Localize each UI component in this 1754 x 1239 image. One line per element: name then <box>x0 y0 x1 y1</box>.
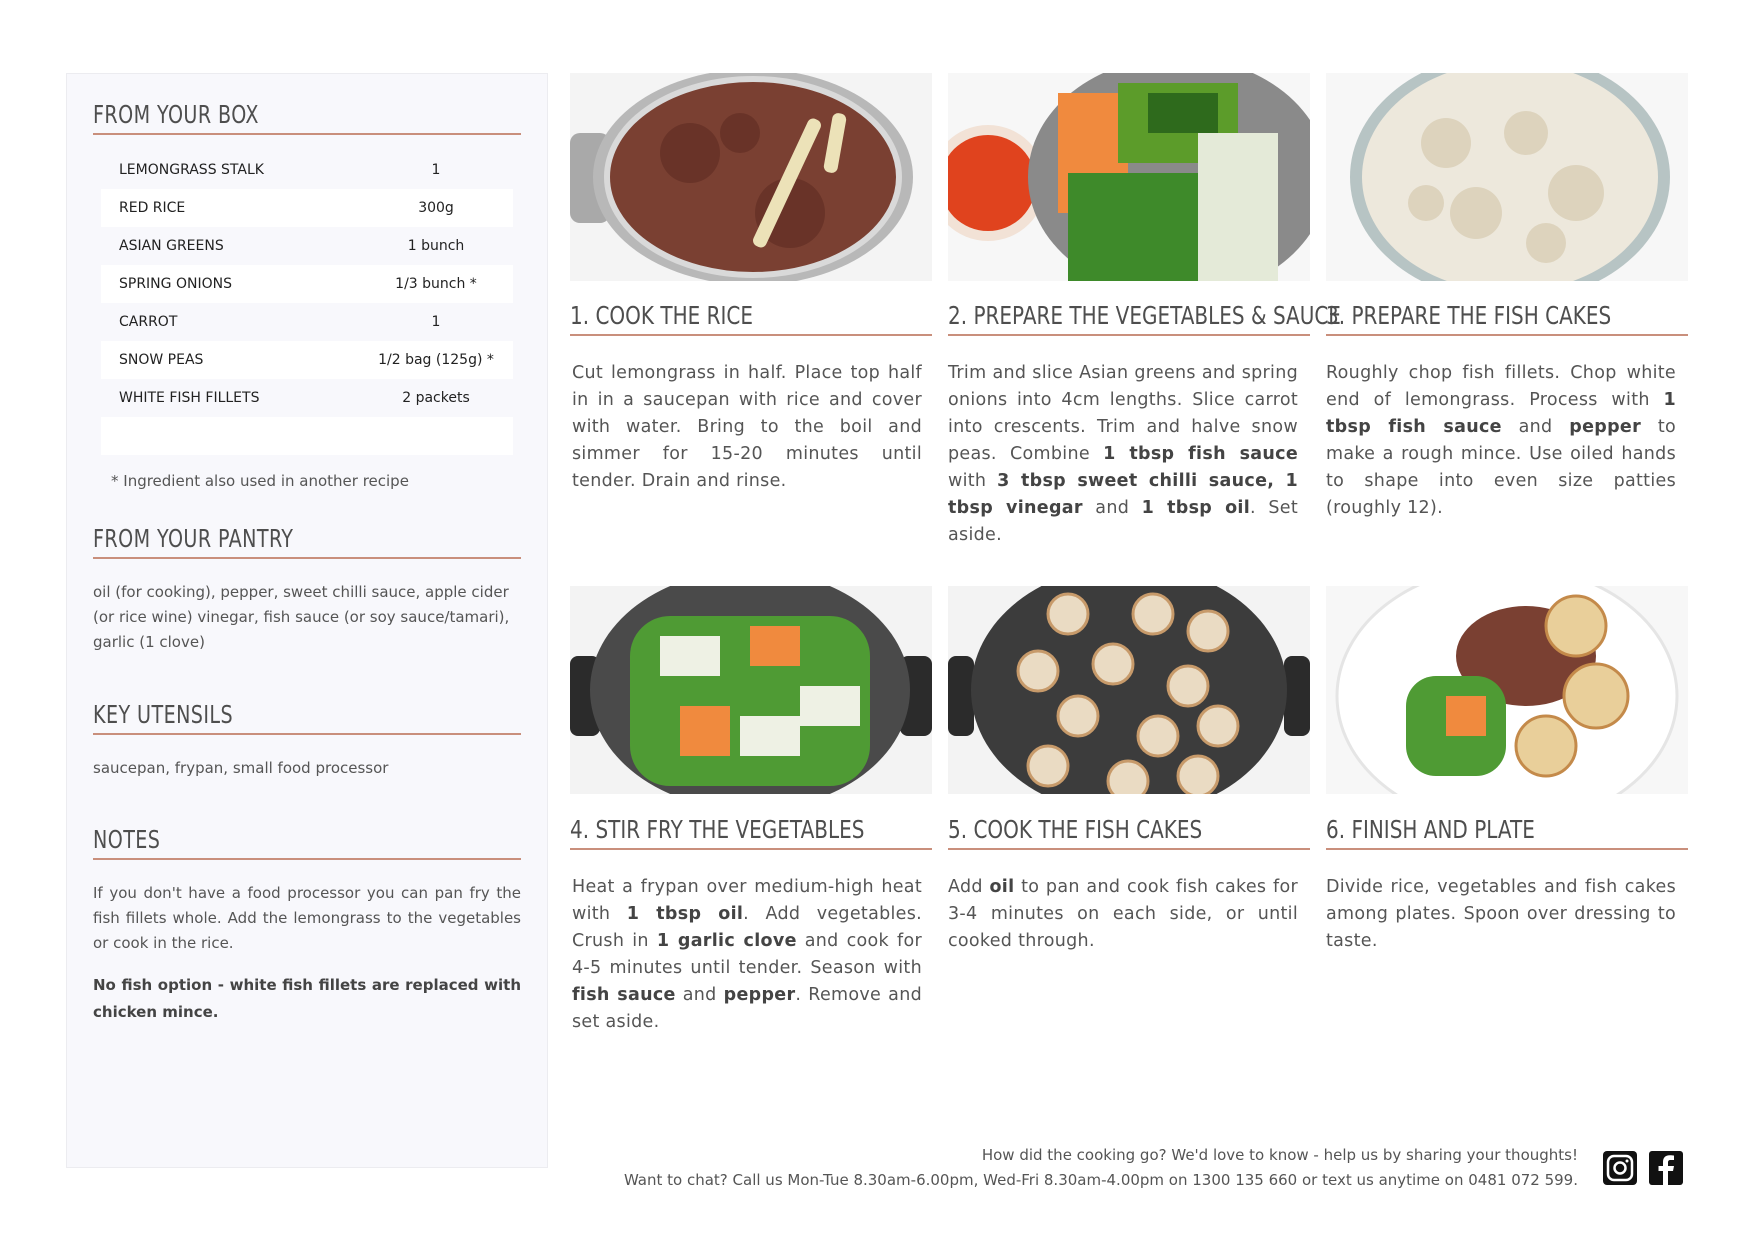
body-text: Divide rice, vegetables and fish cakes among plates. Spoon over dressing to taste. <box>1326 877 1676 951</box>
utensils-text: saucepan, frypan, small food processor <box>93 759 389 777</box>
ingredient-row <box>101 303 513 341</box>
ingredient-qty: 1 bunch <box>407 238 465 254</box>
bold-ingredient: pepper <box>723 985 796 1005</box>
body-text: Add <box>948 877 990 897</box>
bold-ingredient: 1 tbsp oil <box>626 904 744 924</box>
body-text: . Set aside. <box>948 498 1298 545</box>
body-text: and <box>1501 417 1570 437</box>
feedback-text: How did the cooking go? We'd love to know - help us by sharing your thoughts! <box>981 1146 1578 1164</box>
step-4-title: 4. STIR FRY THE VEGETABLES <box>570 815 932 850</box>
body-text: Heat a frypan over medium-high heat with <box>572 877 922 924</box>
ingredients-table <box>101 151 513 455</box>
ingredient-row <box>101 417 513 455</box>
ingredient-row <box>101 341 513 379</box>
stir-fry-photo <box>570 586 932 794</box>
fish-mince-photo <box>1326 73 1688 281</box>
ingredient-qty: 2 packets <box>402 390 470 406</box>
rice-pot-photo <box>570 73 932 281</box>
notes-bold: No fish option - white fish fillets are replaced with chicken mince. <box>93 976 521 1021</box>
contact-text: Want to chat? Call us Mon-Tue 8.30am-6.00pm, Wed-Fri 8.30am-4.00pm on 1300 135 660 or text us anytime on 0481 072 599. <box>623 1171 1578 1189</box>
step-5-title: 5. COOK THE FISH CAKES <box>948 815 1310 850</box>
body-text: Trim and slice Asian greens and spring onions into 4cm lengths. Slice carrot into crescents. Trim and halve snow peas. Combine <box>948 363 1298 464</box>
body-text: . Remove and set aside. <box>572 985 922 1032</box>
finished-plate-photo <box>1326 586 1688 794</box>
ingredient-row <box>101 189 513 227</box>
ingredient-qty: 1/3 bunch * <box>359 265 513 303</box>
ingredient-qty <box>359 417 513 455</box>
instagram-icon[interactable] <box>1602 1150 1638 1186</box>
vegetables-sauce-photo <box>948 73 1310 281</box>
from-your-pantry-title: FROM YOUR PANTRY <box>93 524 521 559</box>
bold-ingredient: 1 tbsp fish sauce <box>1326 390 1676 437</box>
bold-ingredient: pepper <box>1569 417 1642 437</box>
body-text: and <box>1082 498 1142 518</box>
key-utensils-title: KEY UTENSILS <box>93 700 521 735</box>
ingredient-name: RED RICE <box>101 189 359 227</box>
step-3-body <box>1326 360 1676 522</box>
body-text: to pan and cook fish cakes for 3-4 minutes on each side, or until cooked through. <box>948 877 1298 951</box>
step-1-body <box>572 360 922 495</box>
notes-text: If you don't have a food processor you can pan fry the fish fillets whole. Add the lemongrass to the vegetables or cook in the rice. <box>93 884 521 952</box>
body-text: and <box>675 985 724 1005</box>
body-text: Roughly chop fish fillets. Chop white end of lemongrass. Process with <box>1326 363 1676 410</box>
bold-ingredient: 1 garlic clove <box>656 931 797 951</box>
step-2-body <box>948 360 1298 549</box>
ingredient-row <box>101 151 513 189</box>
body-text: . Add vegetables. Crush in <box>572 904 923 951</box>
pantry-text: oil (for cooking), pepper, sweet chilli sauce, apple cider (or rice wine) vinegar, fish sauce (or soy sauce/tamari), garlic (1 clove) <box>93 583 510 651</box>
step-6-title: 6. FINISH AND PLATE <box>1326 815 1688 850</box>
ingredient-name: SPRING ONIONS <box>101 265 359 303</box>
ingredient-qty: 1 <box>431 162 441 178</box>
ingredient-qty: 1/2 bag (125g) * <box>359 341 513 379</box>
ingredient-qty: 300g <box>359 189 513 227</box>
bold-ingredient: oil <box>989 877 1015 897</box>
body-text: and cook for 4-5 minutes until tender. Season with <box>572 931 922 978</box>
ingredient-row <box>101 227 513 265</box>
bold-ingredient: 1 tbsp oil <box>1141 498 1251 518</box>
ingredient-name: CARROT <box>119 314 178 330</box>
step-5-body <box>948 874 1298 955</box>
ingredient-name: LEMONGRASS STALK <box>119 162 264 178</box>
ingredient-row <box>101 265 513 303</box>
step-6-body <box>1326 874 1676 955</box>
bold-ingredient: 1 tbsp fish sauce <box>1103 444 1298 464</box>
step-2-title: 2. PREPARE THE VEGETABLES & SAUCE <box>948 301 1310 336</box>
body-text: Cut lemongrass in half. Place top half in in a saucepan with rice and cover with water. Bring to the boil and simmer for 15-20 minutes until tender. Drain and rinse. <box>572 363 922 491</box>
bold-ingredient: fish sauce <box>572 985 676 1005</box>
ingredient-name <box>101 417 359 455</box>
body-text: with <box>948 471 998 491</box>
step-4-body <box>572 874 922 1036</box>
step-3-title: 3. PREPARE THE FISH CAKES <box>1326 301 1688 336</box>
bold-ingredient: 3 tbsp sweet chilli sauce, 1 tbsp vinegar <box>948 471 1298 518</box>
ingredient-qty: 1 <box>431 314 441 330</box>
facebook-icon[interactable] <box>1648 1150 1684 1186</box>
ingredient-footnote: * Ingredient also used in another recipe <box>111 472 409 490</box>
ingredient-name: WHITE FISH FILLETS <box>119 390 260 406</box>
fish-cakes-pan-photo <box>948 586 1310 794</box>
ingredient-name: ASIAN GREENS <box>119 238 224 254</box>
ingredient-row <box>101 379 513 417</box>
sidebar <box>66 73 548 1168</box>
step-1-title: 1. COOK THE RICE <box>570 301 932 336</box>
from-your-box-title: FROM YOUR BOX <box>93 100 521 135</box>
ingredient-name: SNOW PEAS <box>101 341 359 379</box>
body-text: to make a rough mince. Use oiled hands to shape into even size patties (roughly 12). <box>1326 417 1676 518</box>
notes-title: NOTES <box>93 825 521 860</box>
